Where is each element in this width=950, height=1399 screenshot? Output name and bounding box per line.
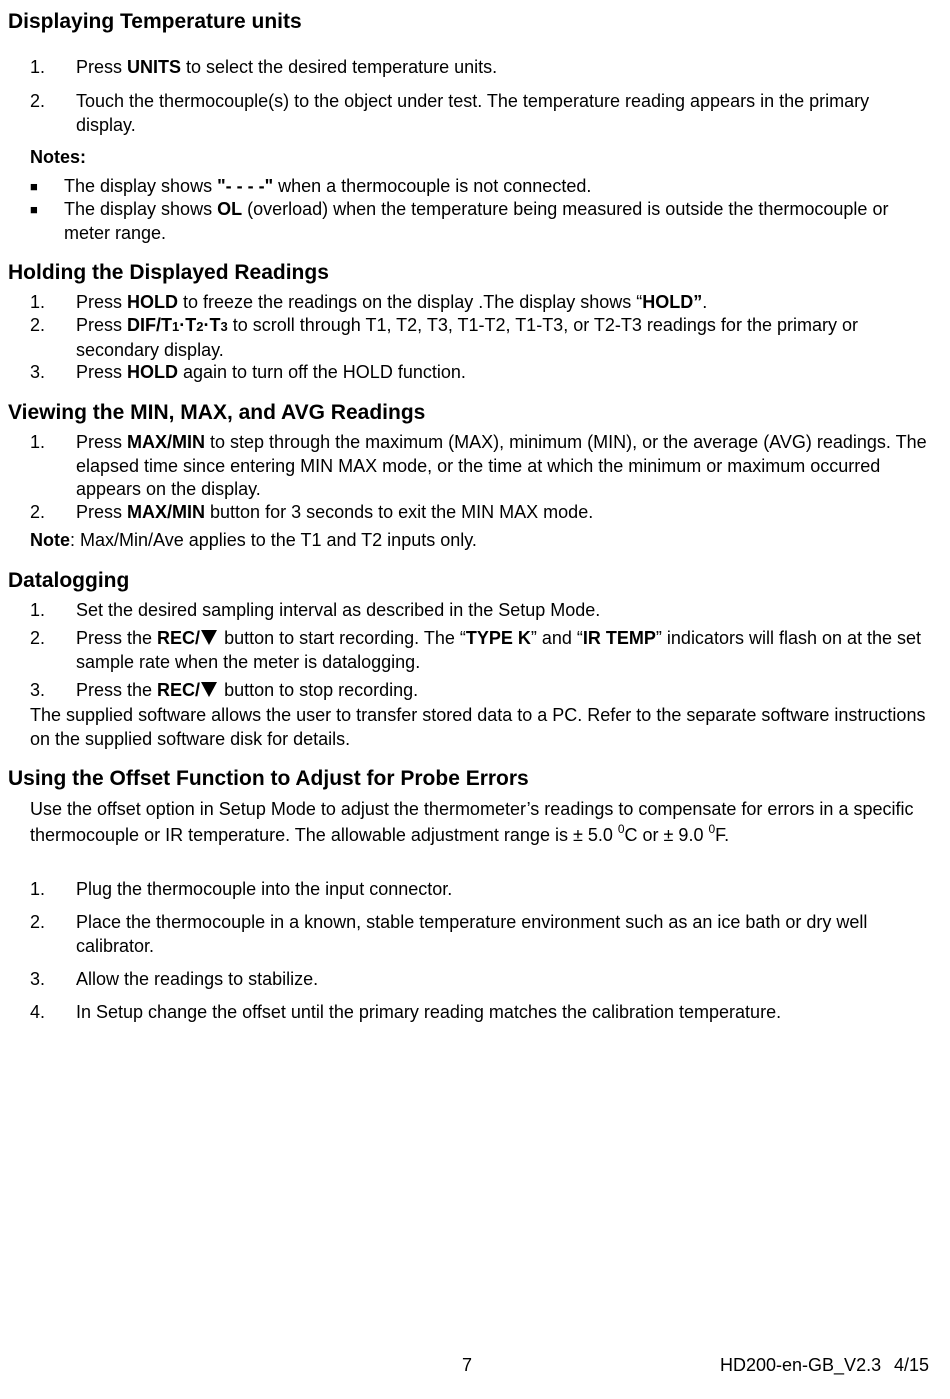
step-text: Place the thermocouple in a known, stable temperature environment such as an ice bath or dry well calibrator. bbox=[76, 912, 868, 956]
step-number: 3. bbox=[30, 680, 46, 700]
step-text: Press HOLD to freeze the readings on the display .The display shows “HOLD”. bbox=[76, 292, 708, 312]
step-text: Press DIF/T1·T2·T3 to scroll through T1, T2, T3, T1-T2, T1-T3, or T2-T3 readings for the primary or secondary display. bbox=[76, 315, 858, 360]
page-number: 7 bbox=[462, 1355, 473, 1375]
units-key: UNITS bbox=[127, 57, 182, 77]
step-text: Press the REC/ button to start recording. The “TYPE K” and “IR TEMP” indicators will flash on at the set sample rate when the meter is datalogging. bbox=[76, 628, 922, 672]
square-bullet-icon: ■ bbox=[30, 202, 38, 217]
down-triangle-icon bbox=[201, 682, 217, 697]
step-text: Press the REC/ button to stop recording. bbox=[76, 680, 419, 700]
section-title-datalogging: Datalogging bbox=[8, 569, 130, 592]
step-number: 2. bbox=[30, 91, 46, 111]
step-number: 2. bbox=[30, 502, 46, 522]
step-text: Set the desired sampling interval as described in the Setup Mode. bbox=[76, 600, 601, 620]
step-text: Press MAX/MIN button for 3 seconds to exit the MIN MAX mode. bbox=[76, 502, 594, 522]
step-number: 1. bbox=[30, 879, 46, 899]
section-title-holding: Holding the Displayed Readings bbox=[8, 261, 329, 284]
step-number: 3. bbox=[30, 362, 46, 382]
step-number: 2. bbox=[30, 628, 46, 648]
note-paragraph: Note: Max/Min/Ave applies to the T1 and T2 inputs only. bbox=[30, 530, 477, 550]
down-triangle-icon bbox=[201, 630, 217, 645]
step-text: Press MAX/MIN to step through the maximum (MAX), minimum (MIN), or the average (AVG) readings. The elapsed time since entering MIN MAX mode, or the time at which the minimum or maximum occurred appears on the display. bbox=[76, 432, 927, 499]
step-number: 1. bbox=[30, 57, 46, 77]
step-text: Touch the thermocouple(s) to the object under test. The temperature reading appears in the primary display. bbox=[76, 91, 870, 135]
step-number: 2. bbox=[30, 912, 46, 932]
page-count: 4/15 bbox=[894, 1355, 930, 1375]
notes-label: Notes: bbox=[30, 147, 87, 167]
step-number: 3. bbox=[30, 969, 46, 989]
offset-paragraph: Use the offset option in Setup Mode to adjust the thermometer’s readings to compensate for errors in a specific thermocouple or IR temperature. The allowable adjustment range is ± 5.0 $^0$C or ± 9.0 $^0$F. bbox=[30, 799, 914, 845]
step-text: Press HOLD again to turn off the HOLD function. bbox=[76, 362, 466, 382]
square-bullet-icon: ■ bbox=[30, 179, 38, 194]
step-number: 1. bbox=[30, 432, 46, 452]
step-text: Press UNITS to select the desired temperature units. bbox=[76, 57, 498, 77]
step-number: 4. bbox=[30, 1002, 46, 1022]
step-number: 1. bbox=[30, 600, 46, 620]
step-number: 2. bbox=[30, 315, 46, 335]
step-text: Allow the readings to stabilize. bbox=[76, 969, 319, 989]
document-id: HD200-en-GB_V2.3 bbox=[720, 1355, 882, 1375]
step-text: Plug the thermocouple into the input connector. bbox=[76, 879, 453, 899]
step-number: 1. bbox=[30, 292, 46, 312]
section-title-temperature-units: Displaying Temperature units bbox=[8, 10, 302, 33]
section-title-min-max: Viewing the MIN, MAX, and AVG Readings bbox=[8, 401, 426, 424]
note-text: The display shows "- - - -" when a thermocouple is not connected. bbox=[64, 176, 592, 196]
note-text: The display shows OL (overload) when the temperature being measured is outside the thermocouple or meter range. bbox=[64, 199, 889, 243]
software-paragraph: The supplied software allows the user to transfer stored data to a PC. Refer to the separate software instructions on the supplied software disk for details. bbox=[30, 705, 926, 749]
step-text: In Setup change the offset until the primary reading matches the calibration temperature. bbox=[76, 1002, 782, 1022]
section-title-offset: Using the Offset Function to Adjust for Probe Errors bbox=[8, 767, 529, 790]
